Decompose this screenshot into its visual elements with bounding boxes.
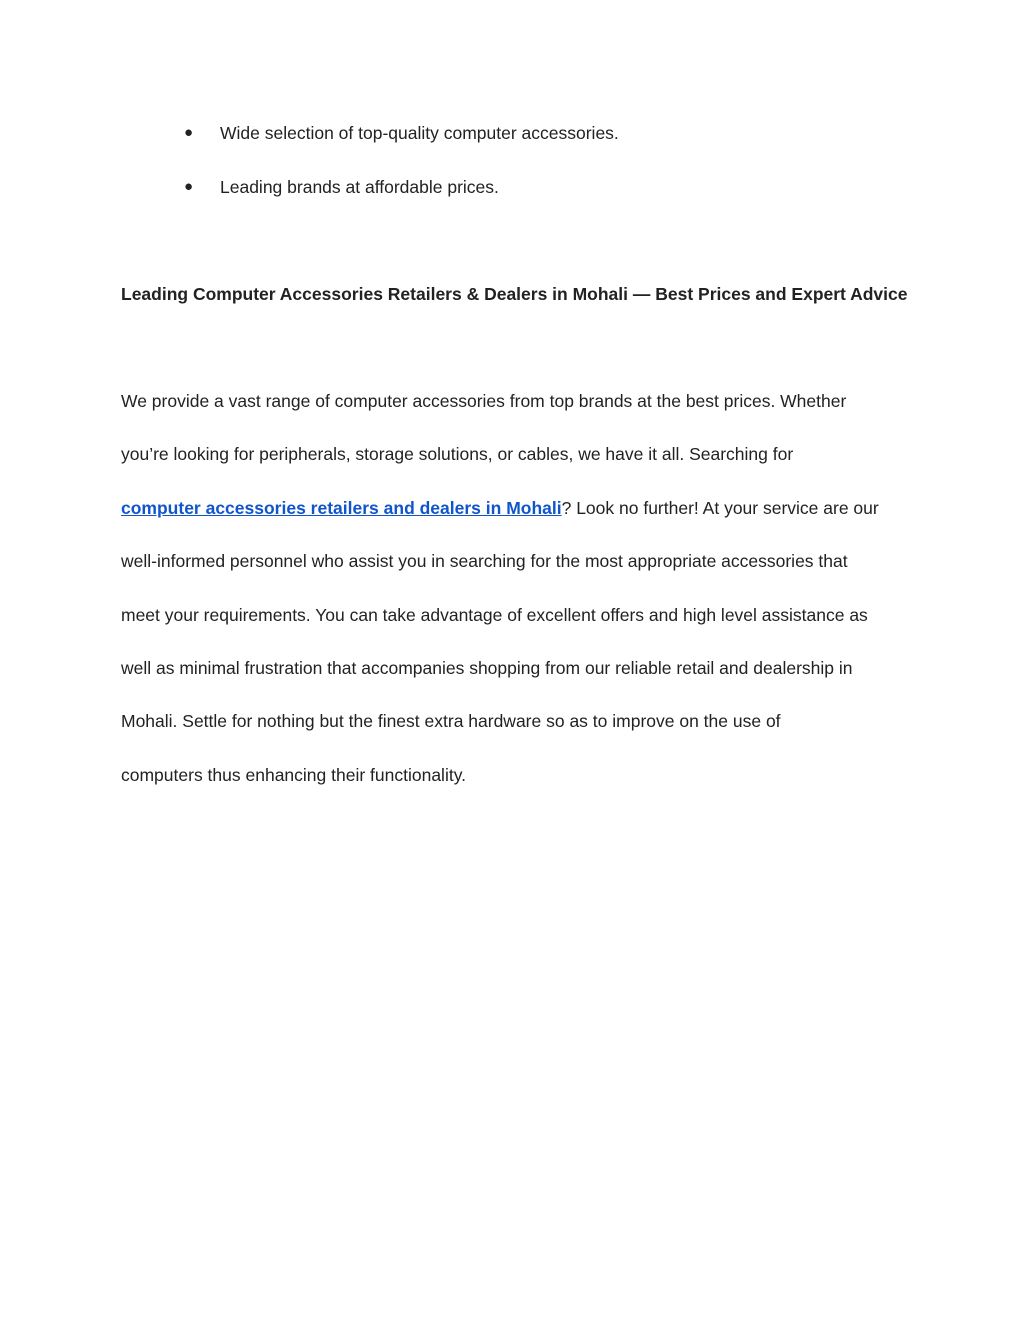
- bullet-icon: ●: [184, 124, 194, 141]
- paragraph-line: well as minimal frustration that accompanies shopping from our reliable retail and dealership in: [121, 657, 853, 678]
- paragraph-line-with-link: [121, 493, 911, 546]
- retailers-dealers-link[interactable]: computer accessories retailers and dealers in Mohali: [121, 497, 562, 518]
- bullet-text: Wide selection of top-quality computer accessories.: [220, 123, 619, 143]
- paragraph-line: We provide a vast range of computer accessories from top brands at the best prices. Whether: [121, 391, 847, 411]
- paragraph-line: Mohali. Settle for nothing but the finest extra hardware so as to improve on the use of: [121, 711, 781, 732]
- body-paragraph: [121, 386, 911, 813]
- paragraph-line: well-informed personnel who assist you in searching for the most appropriate accessories that: [121, 551, 848, 572]
- section-heading: Leading Computer Accessories Retailers & Dealers in Mohali — Best Prices and Expert Advice: [121, 284, 908, 304]
- bullet-text: Leading brands at affordable prices.: [220, 176, 499, 197]
- paragraph-line-text: ? Look no further! At your service are our: [561, 497, 879, 518]
- paragraph-line: you’re looking for peripherals, storage solutions, or cables, we have it all. Searching for: [121, 444, 794, 465]
- bullet-icon: ●: [184, 177, 194, 195]
- paragraph-line: meet your requirements. You can take advantage of excellent offers and high level assistance as: [121, 604, 868, 625]
- paragraph-line: computers thus enhancing their functionality.: [121, 764, 467, 785]
